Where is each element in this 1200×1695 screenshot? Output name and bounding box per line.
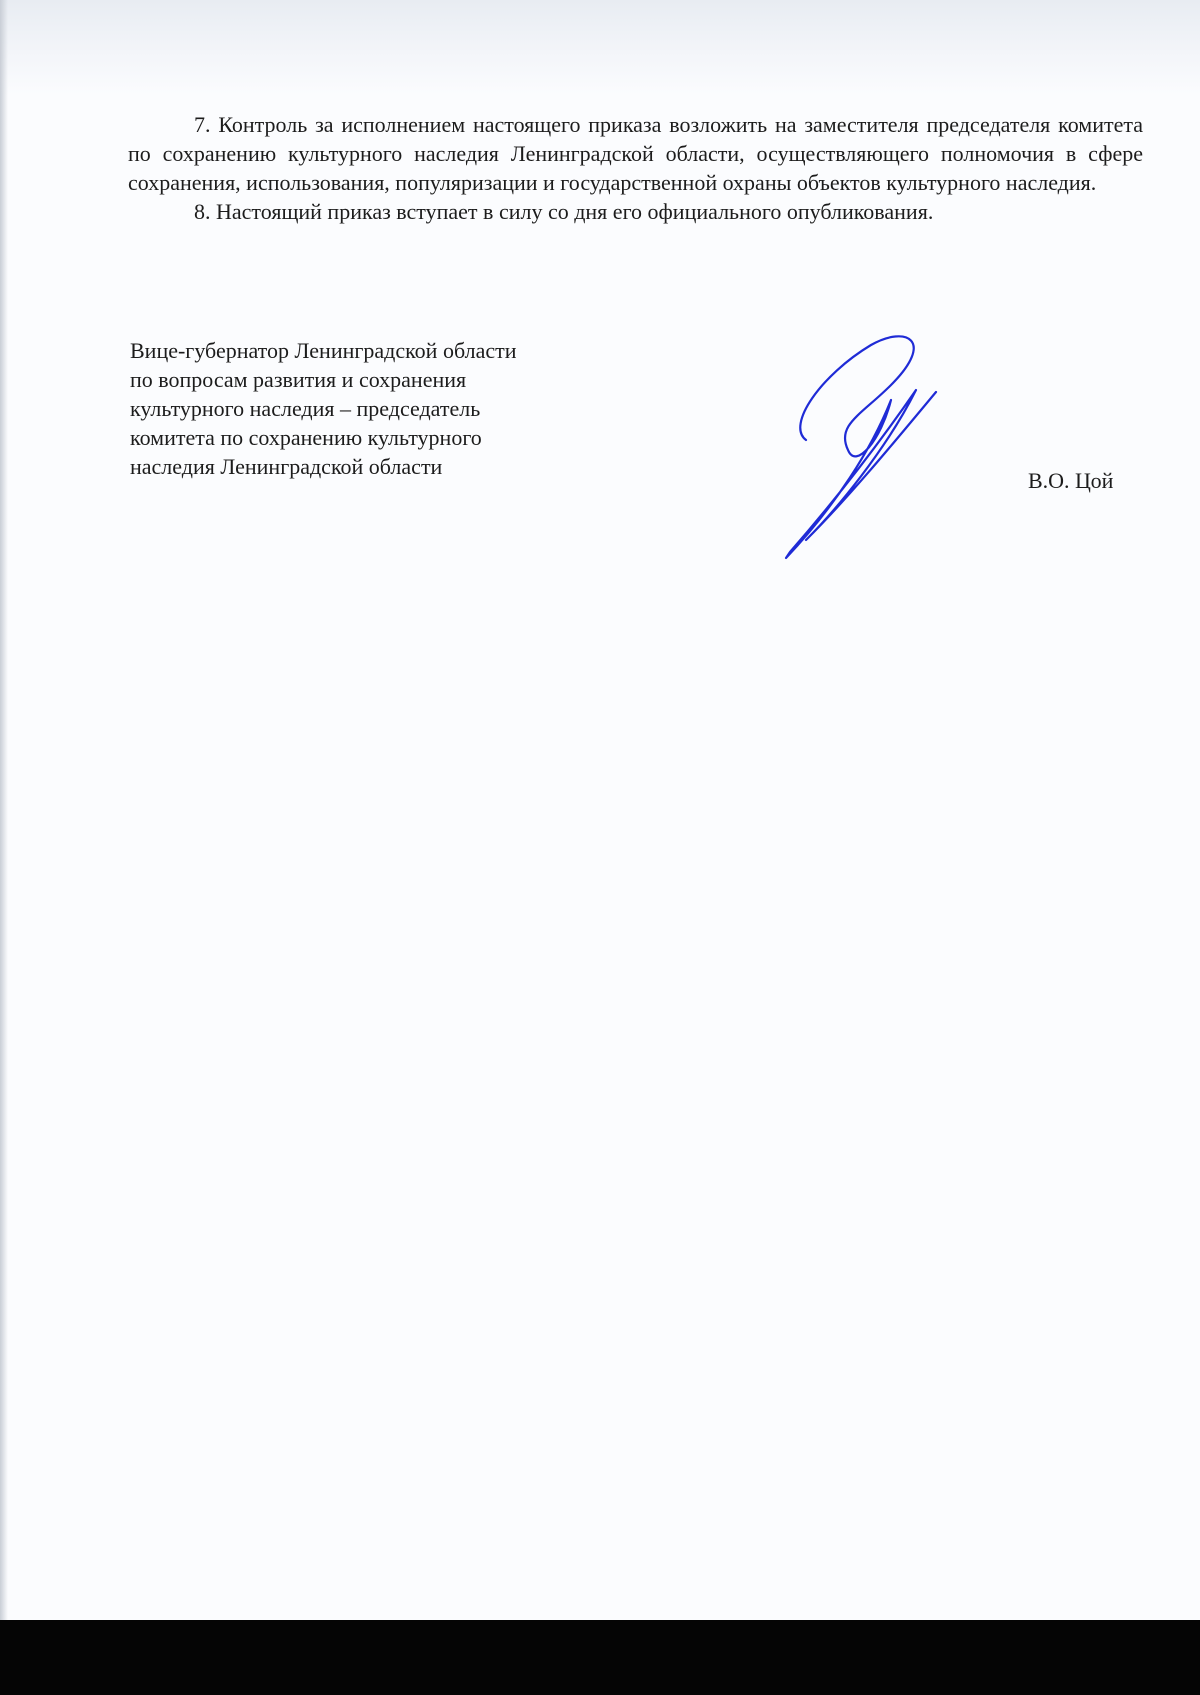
scan-shading-left xyxy=(0,0,8,1620)
signatory-title-line: наследия Ленинградской области xyxy=(130,454,443,479)
signatory-name: В.О. Цой xyxy=(1028,468,1114,493)
handwritten-signature xyxy=(776,330,966,560)
signatory-title-line: Вице-губернатор Ленинградской области xyxy=(130,338,517,363)
paragraph-8: 8. Настоящий приказ вступает в силу со дня его официального опубликования. xyxy=(194,199,934,224)
scan-shading-top xyxy=(0,0,1200,95)
order-body xyxy=(128,110,1143,226)
signatory-title xyxy=(130,336,690,481)
paragraph-7: 7. Контроль за исполнением настоящего приказа возложить на заместителя председателя комитета по сохранению культурного наследия Ленинградской области, осуществляющего полномочия в сфере сохранения, использования, популяризации и государственной охраны объектов культурного наследия. xyxy=(128,112,1143,195)
signatory-title-line: по вопросам развития и сохранения xyxy=(130,367,467,392)
signatory-title-line: комитета по сохранению культурного xyxy=(130,425,482,450)
signature-stroke xyxy=(786,336,936,558)
scan-bottom-edge xyxy=(0,1620,1200,1695)
signatory-title-line: культурного наследия – председатель xyxy=(130,396,481,421)
